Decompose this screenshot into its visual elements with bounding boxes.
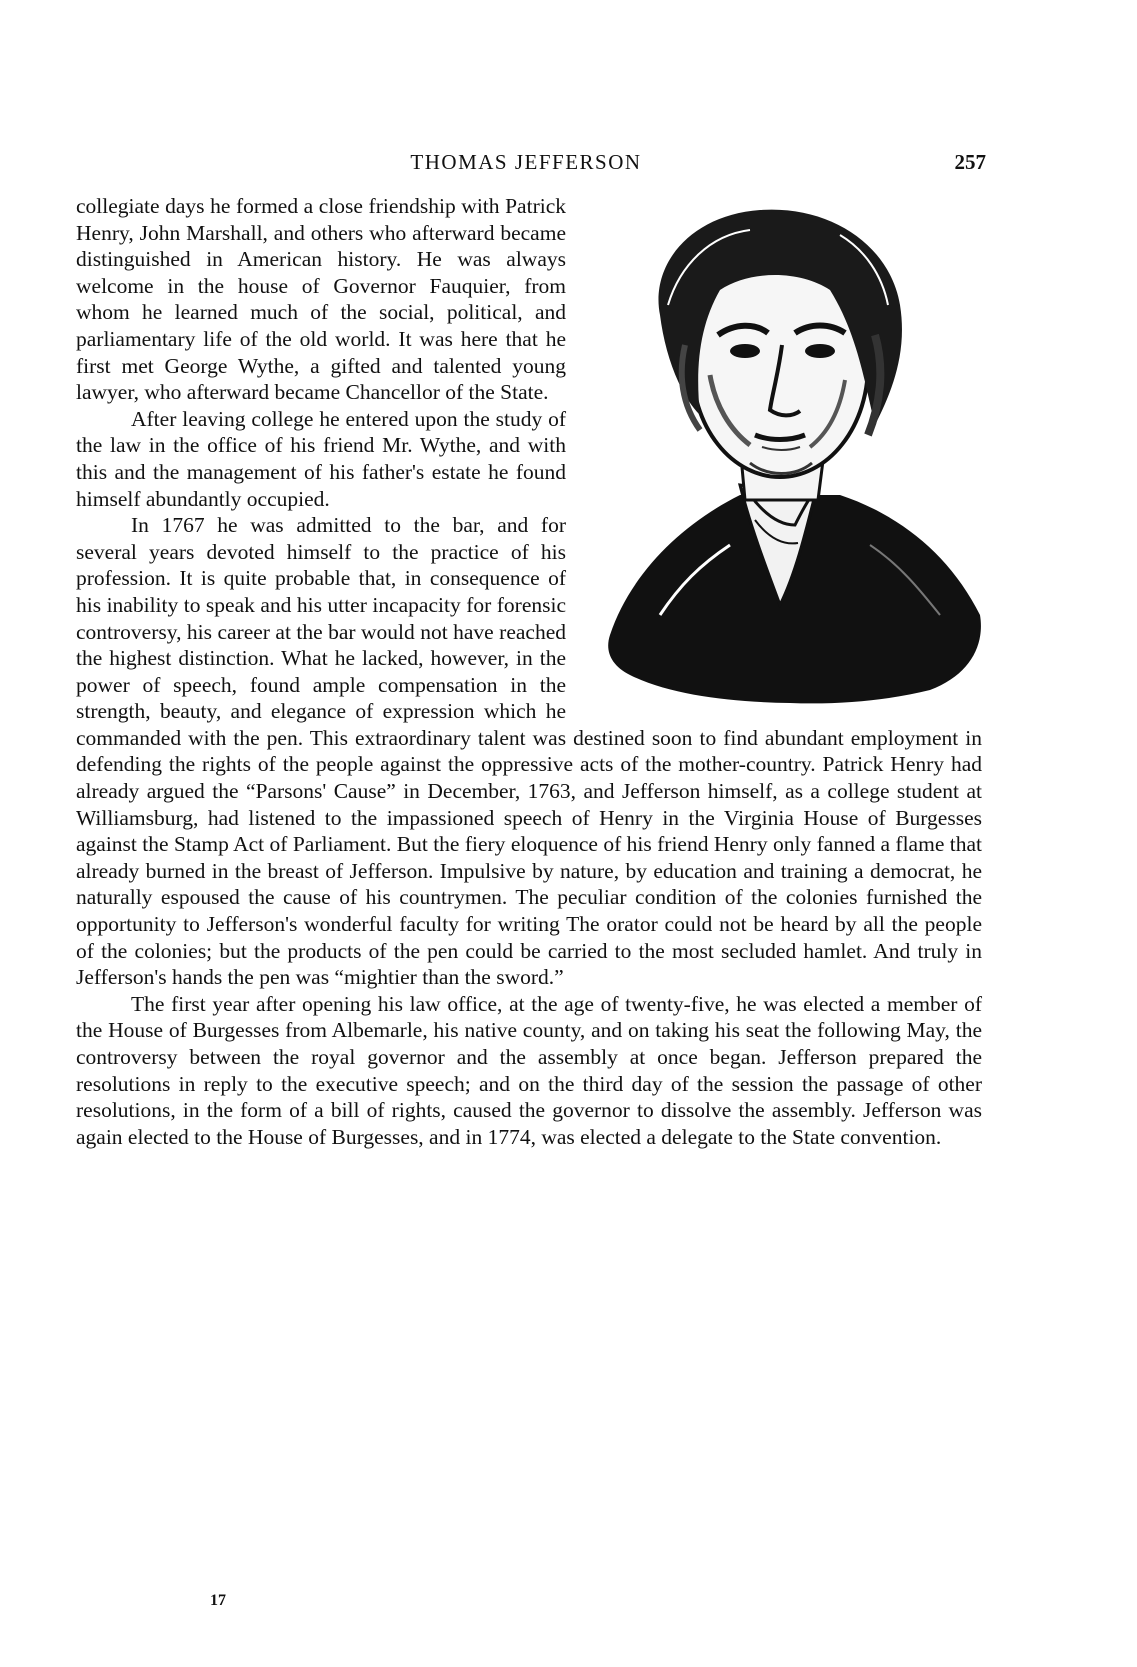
running-title: THOMAS JEFFERSON xyxy=(410,150,642,174)
paragraph-1-text: collegiate days he formed a close friendship with Patrick Henry, John Marshall, and others who afterward became distinguished in American history. He was always welcome in the house of Governor Fauquier, from whom he learned much of the social, political, and parliamentary life of the old world. It was here that he first met George Wythe, a gifted and talented young lawyer, who afterward became Chancellor of the State. xyxy=(76,194,566,405)
body-text xyxy=(76,193,982,1150)
portrait-illustration xyxy=(590,195,990,705)
signature-mark: 17 xyxy=(210,1592,226,1609)
jefferson-portrait-engraving xyxy=(590,195,990,705)
paragraph-2: After leaving college he entered upon the study of the law in the office of his friend Mr. Wythe, and with this and the management of his father's estate he found himself abundantly occupied. xyxy=(76,406,566,511)
paragraph-3: In 1767 he was admitted to the bar, and for several years devoted himself to the practice of his profession. It is quite probable that, in consequence of his inability to speak and his utter incapacity for forensic controversy, his career at the bar would not have reached the highest distinction. What he lacked, however, in the power of speech, found ample compensation in the strength, beauty, and elegance of expression which he commanded with the pen. This extraordinary talent was destined soon to find abundant employment in defending the rights of the people against the oppressive acts of the mother-country. Patrick Henry had already argued the “Parsons' Cause” in December, 1763, and Jefferson himself, as a college student at Williamsburg, had listened to the impassioned speech of Henry in the Virginia House of Burgesses against the Stamp Act of Parliament. But the fiery eloquence of his friend Henry only fanned a flame that already burned in the breast of Jefferson. Impulsive by nature, by education and training a democrat, he naturally espoused the cause of his countrymen. The peculiar condition of the colonies furnished the opportunity to Jefferson's wonderful faculty for writing The orator could not be heard by all the people of the colonies; but the products of the pen could be carried to the most secluded hamlet. And truly in Jefferson's hands the pen was “mightier than the sword.” xyxy=(76,513,982,990)
running-head xyxy=(76,150,986,180)
page-number: 257 xyxy=(954,150,986,174)
paragraph-1 xyxy=(76,193,982,406)
paragraph-4: The first year after opening his law office, at the age of twenty-five, he was elected a member of the House of Burgesses from Albemarle, his native county, and on taking his seat the following May, the controversy between the royal governor and the assembly at once began. Jefferson prepared the resolutions in reply to the executive speech; and on the third day of the session the passage of other resolutions, in the form of a bill of rights, caused the governor to dissolve the assembly. Jefferson was again elected to the House of Burgesses, and in 1774, was elected a delegate to the State convention. xyxy=(76,991,982,1149)
